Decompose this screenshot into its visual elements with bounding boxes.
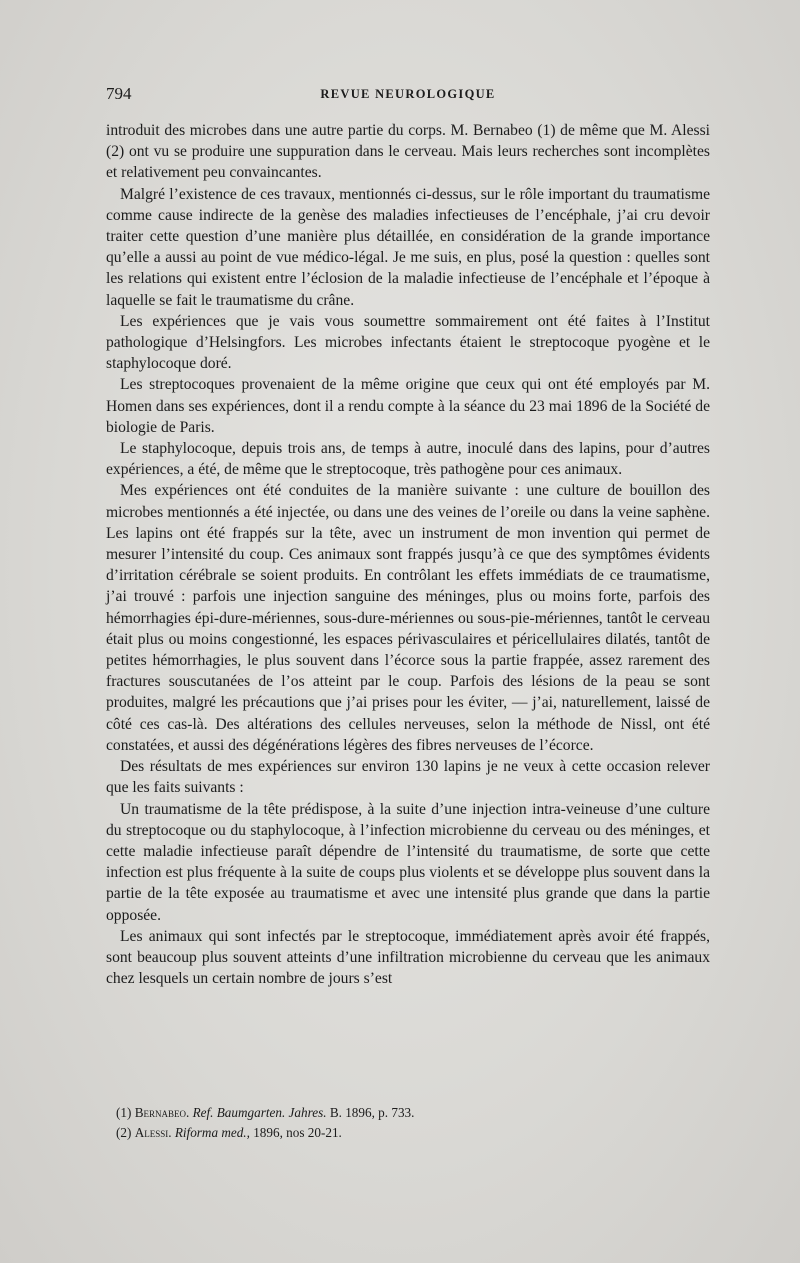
paragraph: Le staphylocoque, depuis trois ans, de temps à autre, inoculé dans des lapins, pour d’autres expériences, a été, de même que le streptocoque, très pathogène pour ces animaux.	[106, 440, 710, 479]
article-body	[106, 120, 710, 989]
footnotes	[116, 1103, 710, 1142]
paragraph: Un traumatisme de la tête prédispose, à la suite d’une injection intra-veineuse d’une culture du streptocoque ou du staphylocoque, à l’infection microbienne du cerveau ou des méninges, et cette maladie infectieuse paraît dépendre de l’intensité du traumatisme, de sorte que cette infection est plus fréquente à la suite de coups plus violents et se développe plus souvent dans la partie de la tête exposée au traumatisme et avec une intensité plus grande que dans la partie opposée.	[106, 800, 710, 924]
footnote	[116, 1103, 710, 1123]
footnote-details: 1896, nos 20-21.	[253, 1124, 342, 1140]
paragraph: Des résultats de mes expériences sur environ 130 lapins je ne veux à cette occasion relever que les faits suivants :	[106, 758, 710, 797]
paragraph: Les expériences que je vais vous soumettre sommairement ont été faites à l’Institut pathologique d’Helsingfors. Les microbes infectants étaient le streptocoque pyogène et le staphylocoque doré.	[106, 312, 710, 373]
running-title: REVUE NEUROLOGIQUE	[320, 87, 496, 101]
paragraph: introduit des microbes dans une autre partie du corps. M. Bernabeo (1) de même que M. Alessi (2) ont vu se produire une suppuration dans le cerveau. Mais leurs recherches sont incomplètes et relativement peu convaincantes.	[106, 122, 710, 182]
footnote-reference: Ref. Baumgarten. Jahres.	[192, 1105, 327, 1120]
paragraph: Malgré l’existence de ces travaux, mentionnés ci-dessus, sur le rôle important du traumatisme comme cause indirecte de la genèse des maladies infectieuses de l’encéphale, j’ai cru devoir traiter cette question d’une manière plus détaillée, en considération de la grande importance qu’elle a aussi au point de vue médico-légal. Je me suis, en plus, posé la question : quelles sont les relations qui existent entre l’éclosion de la maladie infectieuse de l’encéphale et l’époque à laquelle se fait le traumatisme du crâne.	[106, 185, 710, 309]
footnote-details: B. 1896, p. 733.	[329, 1105, 415, 1120]
paragraph: Mes expériences ont été conduites de la manière suivante : une culture de bouillon des microbes mentionnés a été injectée, ou dans une des veines de l’oreile ou dans la veine saphène. Les lapins ont été frappés sur la tête, avec un instrument de mon invention qui permet de mesurer l’intensité du coup. Ces animaux sont frappés jusqu’à ce que des symptômes évidents d’irritation cérébrale se soient produits. En contrôlant les effets immédiats de ce traumatisme, j’ai trouvé : parfois une injection sanguine des méninges, plus ou moins forte, parfois des hémorrhagies épi-dure-mériennes, sous-dure-mériennes ou sous-pie-mériennes, tantôt le cerveau était plus ou moins congestionné, les espaces périvasculaires et péricellulaires dilatés, tantôt de petites hémorrhagies, le plus souvent dans l’écorce sous la partie frappée, assez rarement des fractures souscutanées de l’os atteint par le coup. Parfois des lésions de la peau se sont produites, malgré les précautions que j’ai prises pour les éviter, — j’ai, naturellement, laissé de côté ces cas-là. Des altérations des cellules nerveuses, selon la méthode de Nissl, ont été constatées, et aussi des dégénérations légères des fibres nerveuses de l’écorce.	[106, 482, 710, 754]
page-header	[106, 84, 710, 108]
page-number: 794	[106, 84, 132, 103]
footnote-author: Bernabeo.	[134, 1105, 190, 1120]
paragraph: Les animaux qui sont infectés par le streptocoque, immédiatement après avoir été frappés, sont beaucoup plus souvent atteints d’une infiltration microbienne du cerveau que les animaux chez lesquels un certain nombre de jours s’est	[106, 927, 710, 988]
footnote-mark: (1)	[116, 1105, 132, 1120]
footnote-author: Alessi.	[134, 1124, 172, 1140]
footnote	[116, 1123, 710, 1143]
footnote-reference: Riforma med.,	[174, 1124, 250, 1140]
footnote-mark: (2)	[116, 1124, 132, 1140]
paragraph: Les streptocoques provenaient de la même origine que ceux qui ont été employés par M. Homen dans ses expériences, dont il a rendu compte à la séance du 23 mai 1896 de la Société de biologie de Paris.	[106, 376, 710, 436]
